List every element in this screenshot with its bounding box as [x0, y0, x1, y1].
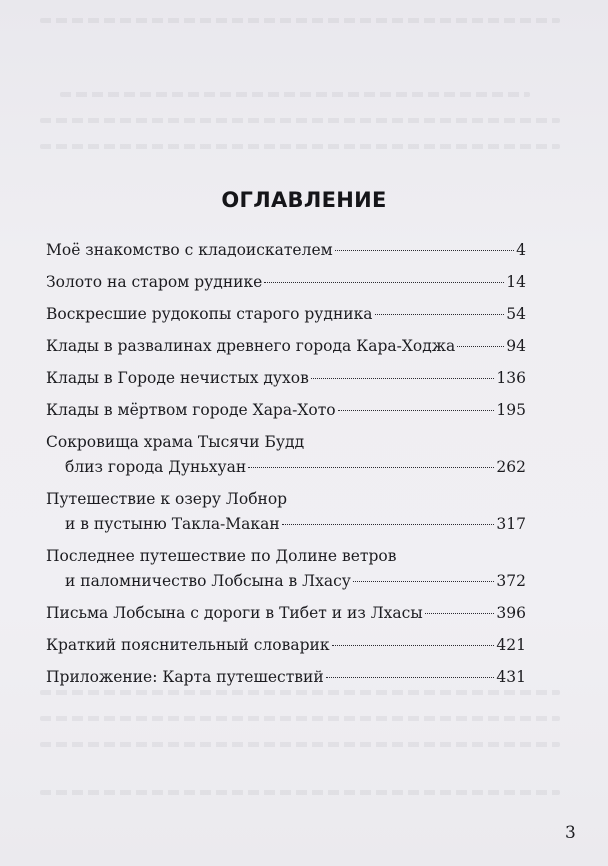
dot-leader — [353, 581, 495, 582]
toc-entry-line — [46, 665, 526, 690]
toc-entry[interactable] — [46, 238, 526, 263]
toc-entry-title: Воскресшие рудокопы старого рудника — [46, 305, 373, 323]
toc-entry-line — [46, 398, 526, 423]
toc-entry-page-number: 431 — [496, 668, 526, 686]
toc-entry-title: Клады в развалинах древнего города Кара-Ходжа — [46, 337, 456, 355]
dot-leader — [326, 677, 495, 678]
dot-leader — [375, 314, 505, 315]
toc-entry-title: Письма Лобсына с дороги в Тибет и из Лхасы — [46, 604, 423, 622]
toc-entry-line — [46, 601, 526, 626]
bleed-through-text — [40, 118, 560, 123]
toc-entry-page-number: 372 — [496, 572, 526, 590]
toc-entry[interactable] — [46, 665, 526, 690]
toc-entry-title: Клады в Городе нечистых духов — [46, 369, 309, 387]
toc-entry[interactable] — [46, 270, 526, 295]
toc-entry-line — [46, 487, 526, 512]
toc-entry-page-number: 262 — [496, 458, 526, 476]
toc-entry-page-number: 14 — [506, 273, 526, 291]
toc-entry-page-number: 94 — [506, 337, 526, 355]
bleed-through-text — [40, 144, 560, 149]
dot-leader — [332, 645, 495, 646]
toc-entry-line — [46, 366, 526, 391]
bleed-through-text — [40, 742, 560, 747]
page-title: ОГЛАВЛЕНИЕ — [221, 188, 387, 212]
table-of-contents — [46, 238, 526, 697]
toc-entry[interactable] — [46, 430, 526, 480]
toc-entry-title: Сокровища храма Тысячи Будд — [46, 433, 305, 451]
toc-entry-title: Моё знакомство с кладоискателем — [46, 241, 333, 259]
toc-entry[interactable] — [46, 398, 526, 423]
dot-leader — [282, 524, 495, 525]
bleed-through-text — [40, 716, 560, 721]
toc-entry[interactable] — [46, 366, 526, 391]
toc-entry-line — [46, 633, 526, 658]
toc-entry-title: Последнее путешествие по Долине ветров — [46, 547, 397, 565]
dot-leader — [457, 346, 504, 347]
toc-entry-line — [46, 430, 526, 455]
dot-leader — [248, 467, 494, 468]
toc-entry-page-number: 396 — [496, 604, 526, 622]
toc-entry-title: близ города Дуньхуан — [65, 458, 247, 476]
toc-entry-title: Приложение: Карта путешествий — [46, 668, 324, 686]
toc-entry[interactable] — [46, 334, 526, 359]
toc-entry-title: и паломничество Лобсына в Лхасу — [65, 572, 351, 590]
toc-entry-line — [46, 512, 526, 537]
page-number: 3 — [565, 823, 576, 843]
toc-entry[interactable] — [46, 302, 526, 327]
dot-leader — [311, 378, 495, 379]
toc-entry-page-number: 54 — [506, 305, 526, 323]
toc-entry-page-number: 195 — [496, 401, 526, 419]
dot-leader — [335, 250, 514, 251]
toc-entry-line — [46, 569, 526, 594]
dot-leader — [338, 410, 495, 411]
toc-entry-line — [46, 270, 526, 295]
toc-entry-title: Золото на старом руднике — [46, 273, 263, 291]
toc-entry-line — [46, 334, 526, 359]
toc-entry-line — [46, 544, 526, 569]
dot-leader — [425, 613, 495, 614]
toc-entry-title: Клады в мёртвом городе Хара-Хото — [46, 401, 336, 419]
bleed-through-text — [60, 92, 530, 97]
toc-entry-page-number: 4 — [516, 241, 526, 259]
toc-entry[interactable] — [46, 633, 526, 658]
toc-entry-page-number: 136 — [496, 369, 526, 387]
toc-entry-title: и в пустыню Такла-Макан — [65, 515, 280, 533]
toc-entry-title: Путешествие к озеру Лобнор — [46, 490, 288, 508]
toc-entry-line — [46, 455, 526, 480]
bleed-through-text — [40, 18, 560, 23]
toc-entry-line — [46, 302, 526, 327]
toc-entry-line — [46, 238, 526, 263]
toc-entry[interactable] — [46, 544, 526, 594]
toc-entry-title: Краткий пояснительный словарик — [46, 636, 330, 654]
dot-leader — [264, 282, 504, 283]
toc-entry[interactable] — [46, 601, 526, 626]
bleed-through-text — [40, 790, 560, 795]
toc-entry[interactable] — [46, 487, 526, 537]
toc-entry-page-number: 421 — [496, 636, 526, 654]
toc-entry-page-number: 317 — [496, 515, 526, 533]
